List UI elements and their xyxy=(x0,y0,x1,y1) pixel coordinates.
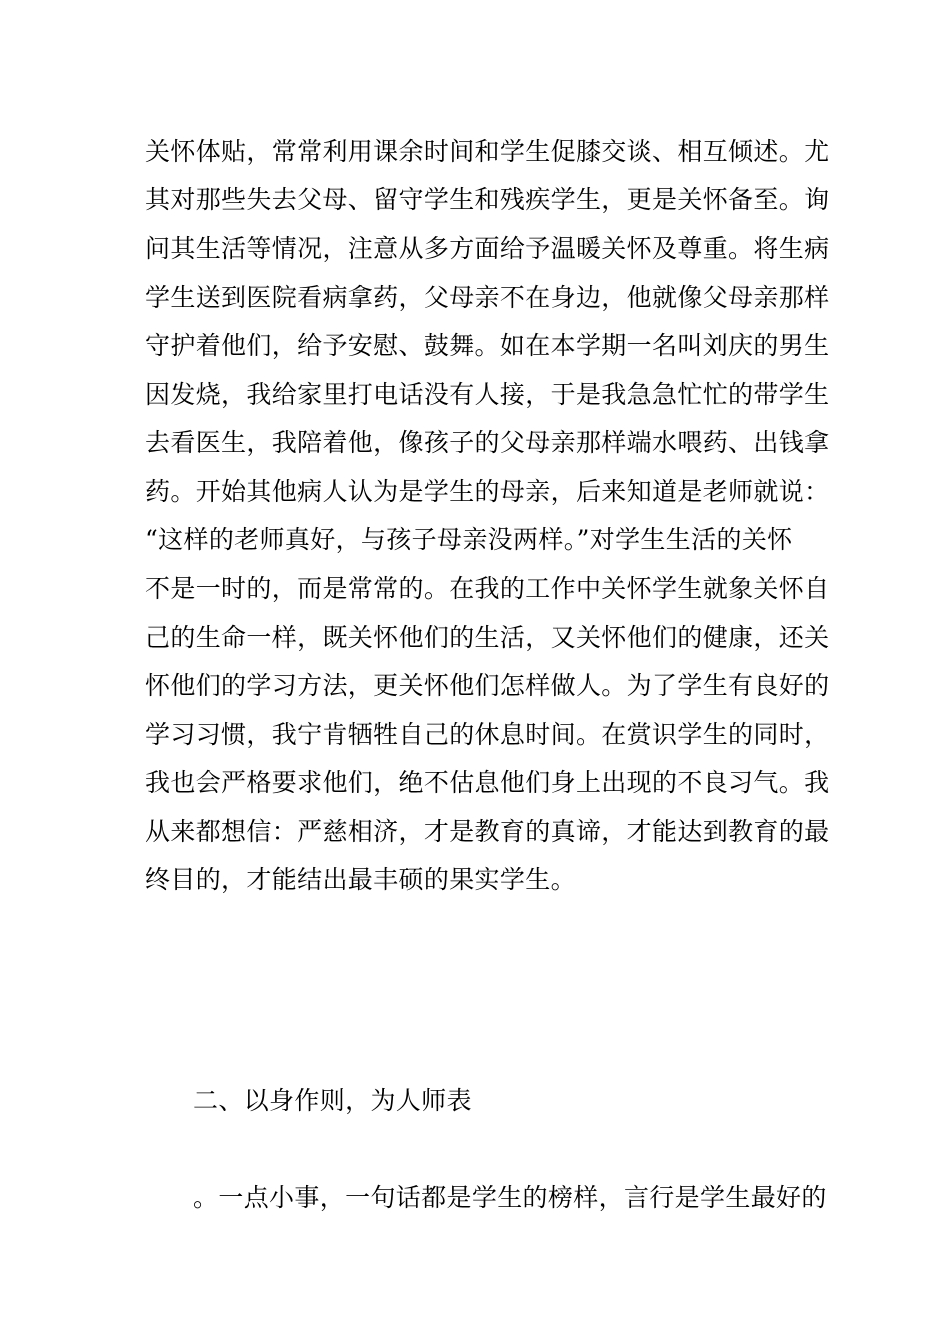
text-line: 终目的，才能结出最丰硕的果实学生。 xyxy=(145,865,576,894)
text-line: 从来都想信：严慈相济，才是教育的真谛，才能达到教育的最 xyxy=(145,817,830,846)
text-line: 不是一时的，而是常常的。在我的工作中关怀学生就象关怀自 xyxy=(145,574,830,603)
text-line: 因发烧，我给家里打电话没有人接，于是我急急忙忙的带学生 xyxy=(145,380,830,409)
text-line: 怀他们的学习方法，更关怀他们怎样做人。为了学生有良好的 xyxy=(145,671,830,700)
text-line: 关怀体贴，常常利用课余时间和学生促膝交谈、相互倾述。尤 xyxy=(145,137,830,166)
text-line: 我也会严格要求他们，绝不估息他们身上出现的不良习气。我 xyxy=(145,768,830,797)
text-line: 问其生活等情况，注意从多方面给予温暖关怀及尊重。将生病 xyxy=(145,234,830,263)
text-line: 己的生命一样，既关怀他们的生活，又关怀他们的健康，还关 xyxy=(145,623,830,652)
section-heading: 二、以身作则，为人师表 xyxy=(193,1086,472,1115)
paragraph-2-line: 。一点小事，一句话都是学生的榜样，言行是学生最好的 xyxy=(193,1183,827,1212)
text-line: 守护着他们，给予安慰、鼓舞。如在本学期一名叫刘庆的男生 xyxy=(145,331,830,360)
text-line: 学生送到医院看病拿药，父母亲不在身边，他就像父母亲那样 xyxy=(145,283,830,312)
text-line: “这样的老师真好，与孩子母亲没两样。”对学生生活的关怀 xyxy=(145,525,793,554)
text-line: 去看医生，我陪着他，像孩子的父母亲那样端水喂药、出钱拿 xyxy=(145,428,830,457)
text-line: 其对那些失去父母、留守学生和残疾学生，更是关怀备至。询 xyxy=(145,185,830,214)
text-line: 学习习惯，我宁肯牺牲自己的休息时间。在赏识学生的同时， xyxy=(145,720,830,749)
text-line: 药。开始其他病人认为是学生的母亲，后来知道是老师就说： xyxy=(145,477,830,506)
